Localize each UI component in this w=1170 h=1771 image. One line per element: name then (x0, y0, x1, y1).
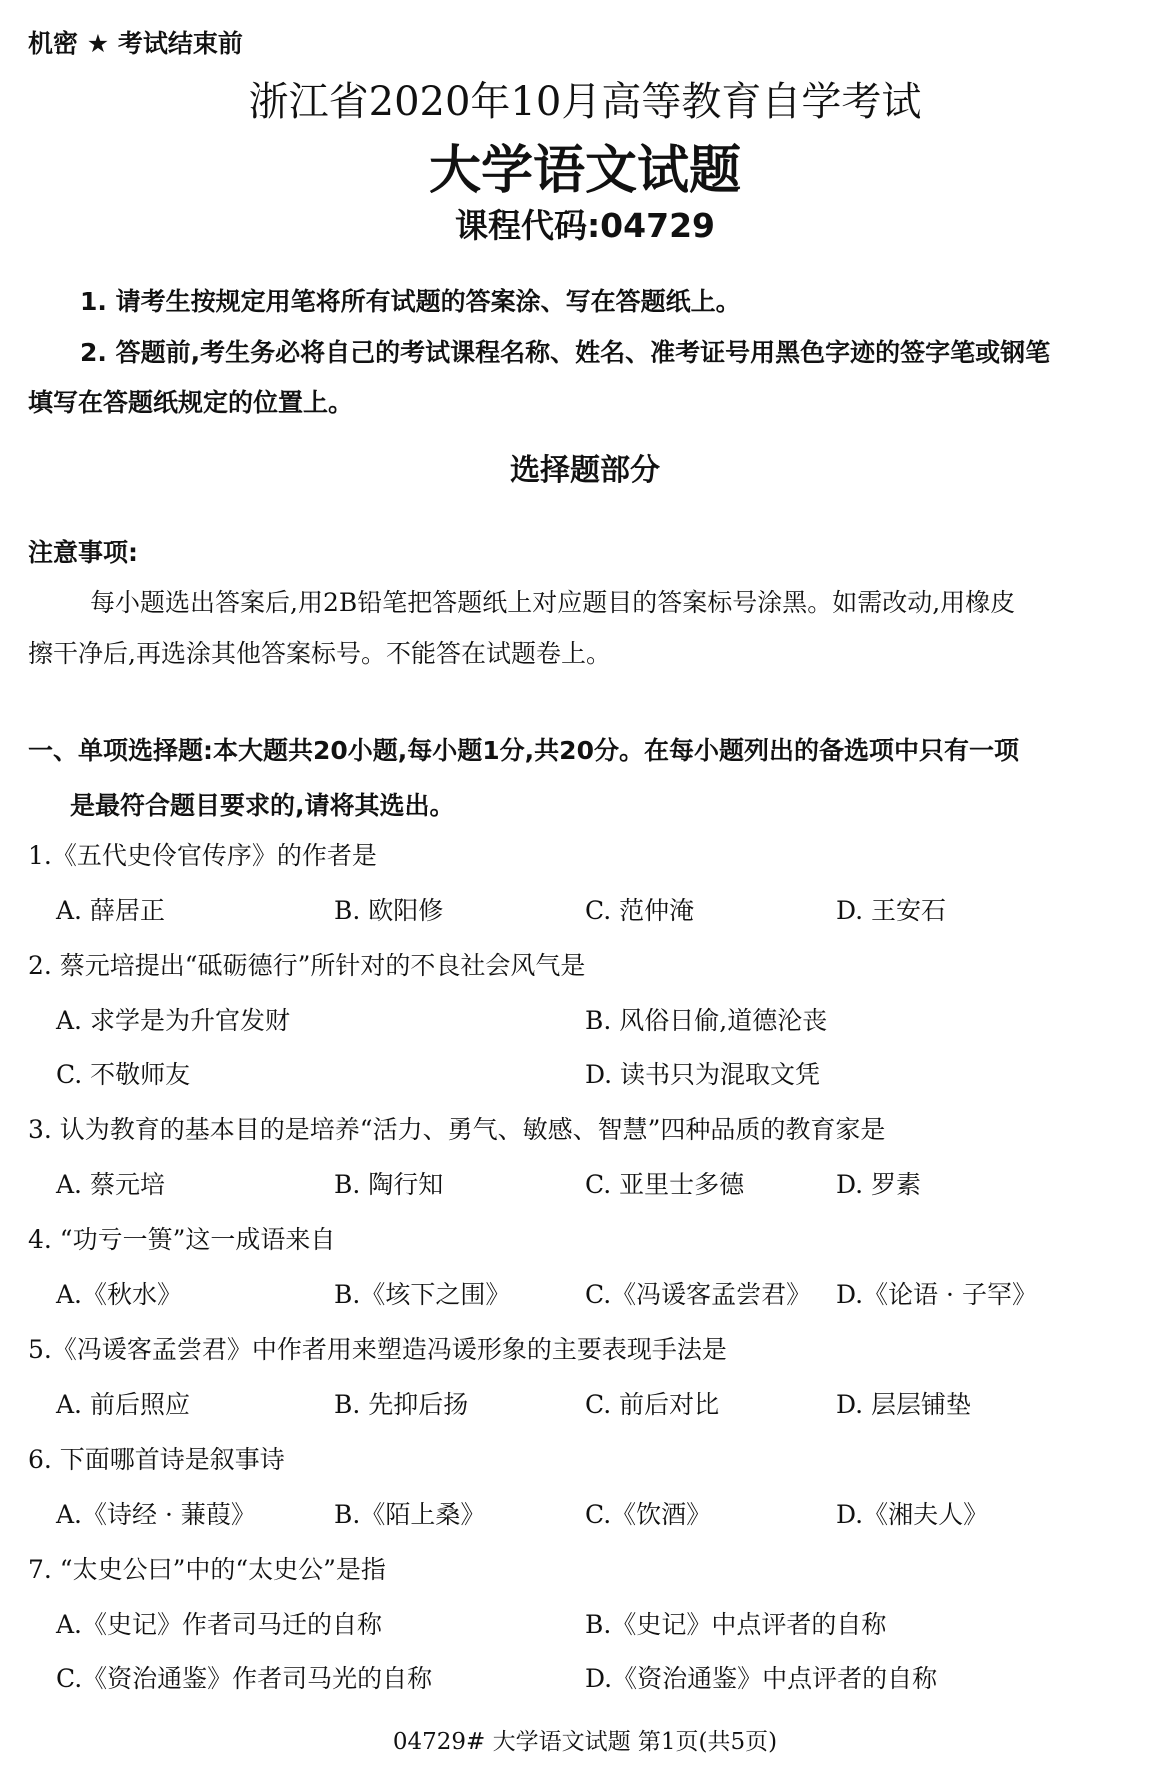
instruction-1: 1. 请考生按规定用笔将所有试题的答案涂、写在答题纸上。 (80, 287, 741, 316)
option-c: C.《冯谖客孟尝君》 (585, 1280, 812, 1309)
question-stem: 5.《冯谖客孟尝君》中作者用来塑造冯谖形象的主要表现手法是 (28, 1335, 727, 1364)
option-b: B. 欧阳修 (334, 896, 444, 925)
option-a: A. 蔡元培 (56, 1170, 165, 1199)
option-d: D. 王安石 (836, 896, 947, 925)
notes-line1: 每小题选出答案后,用2B铅笔把答题纸上对应题目的答案标号涂黑。如需改动,用橡皮 (90, 588, 1016, 617)
part1-heading-line2: 是最符合题目要求的,请将其选出。 (70, 791, 455, 820)
option-d: D.《论语 · 子罕》 (836, 1280, 1037, 1309)
option-c: C.《饮酒》 (585, 1500, 712, 1529)
option-d: D. 罗素 (836, 1170, 922, 1199)
option-b: B.《陌上桑》 (334, 1500, 486, 1529)
option-a: A.《史记》作者司马迁的自称 (56, 1610, 383, 1639)
option-b: B. 先抑后扬 (334, 1390, 469, 1419)
option-c: C. 不敬师友 (56, 1060, 191, 1089)
option-d: D. 读书只为混取文凭 (585, 1060, 821, 1089)
option-d: D.《资治通鉴》中点评者的自称 (585, 1664, 938, 1693)
paper-title: 大学语文试题 (428, 141, 741, 201)
option-a: A.《秋水》 (56, 1280, 183, 1309)
question-stem: 3. 认为教育的基本目的是培养“活力、勇气、敏感、智慧”四种品质的教育家是 (28, 1115, 886, 1144)
notes-label: 注意事项: (28, 538, 138, 567)
option-c: C. 亚里士多德 (585, 1170, 745, 1199)
option-c: C. 范仲淹 (585, 896, 695, 925)
option-a: A. 前后照应 (56, 1390, 190, 1419)
page-footer: 04729# 大学语文试题 第1页(共5页) (392, 1729, 778, 1755)
instruction-2-line2: 填写在答题纸规定的位置上。 (28, 388, 354, 417)
option-b: B. 风俗日偷,道德沦丧 (585, 1006, 828, 1035)
option-c: C.《资治通鉴》作者司马光的自称 (56, 1664, 433, 1693)
section-title: 选择题部分 (510, 453, 660, 488)
option-b: B.《垓下之围》 (334, 1280, 511, 1309)
notes-line2: 擦干净后,再选涂其他答案标号。不能答在试题卷上。 (28, 639, 611, 668)
option-a: A.《诗经 · 蒹葭》 (56, 1500, 256, 1529)
confidential-label: 机密 ★ 考试结束前 (28, 29, 243, 58)
option-d: D. 层层铺垫 (836, 1390, 972, 1419)
course-code: 课程代码:04729 (454, 206, 715, 245)
option-a: A. 薛居正 (56, 896, 165, 925)
question-stem: 1.《五代史伶官传序》的作者是 (28, 841, 377, 870)
question-stem: 2. 蔡元培提出“砥砺德行”所针对的不良社会风气是 (28, 951, 586, 980)
option-c: C. 前后对比 (585, 1390, 720, 1419)
option-d: D.《湘夫人》 (836, 1500, 989, 1529)
option-b: B.《史记》中点评者的自称 (585, 1610, 887, 1639)
option-a: A. 求学是为升官发财 (56, 1006, 290, 1035)
exam-title: 浙江省2020年10月高等教育自学考试 (248, 79, 922, 125)
question-stem: 7. “太史公曰”中的“太史公”是指 (28, 1555, 386, 1584)
option-b: B. 陶行知 (334, 1170, 444, 1199)
question-stem: 6. 下面哪首诗是叙事诗 (28, 1445, 285, 1474)
instruction-2-line1: 2. 答题前,考生务必将自己的考试课程名称、姓名、准考证号用黑色字迹的签字笔或钢笔 (80, 338, 1051, 367)
part1-heading-line1: 一、单项选择题:本大题共20小题,每小题1分,共20分。在每小题列出的备选项中只有一项 (28, 736, 1019, 765)
question-stem: 4. “功亏一篑”这一成语来自 (28, 1225, 336, 1254)
